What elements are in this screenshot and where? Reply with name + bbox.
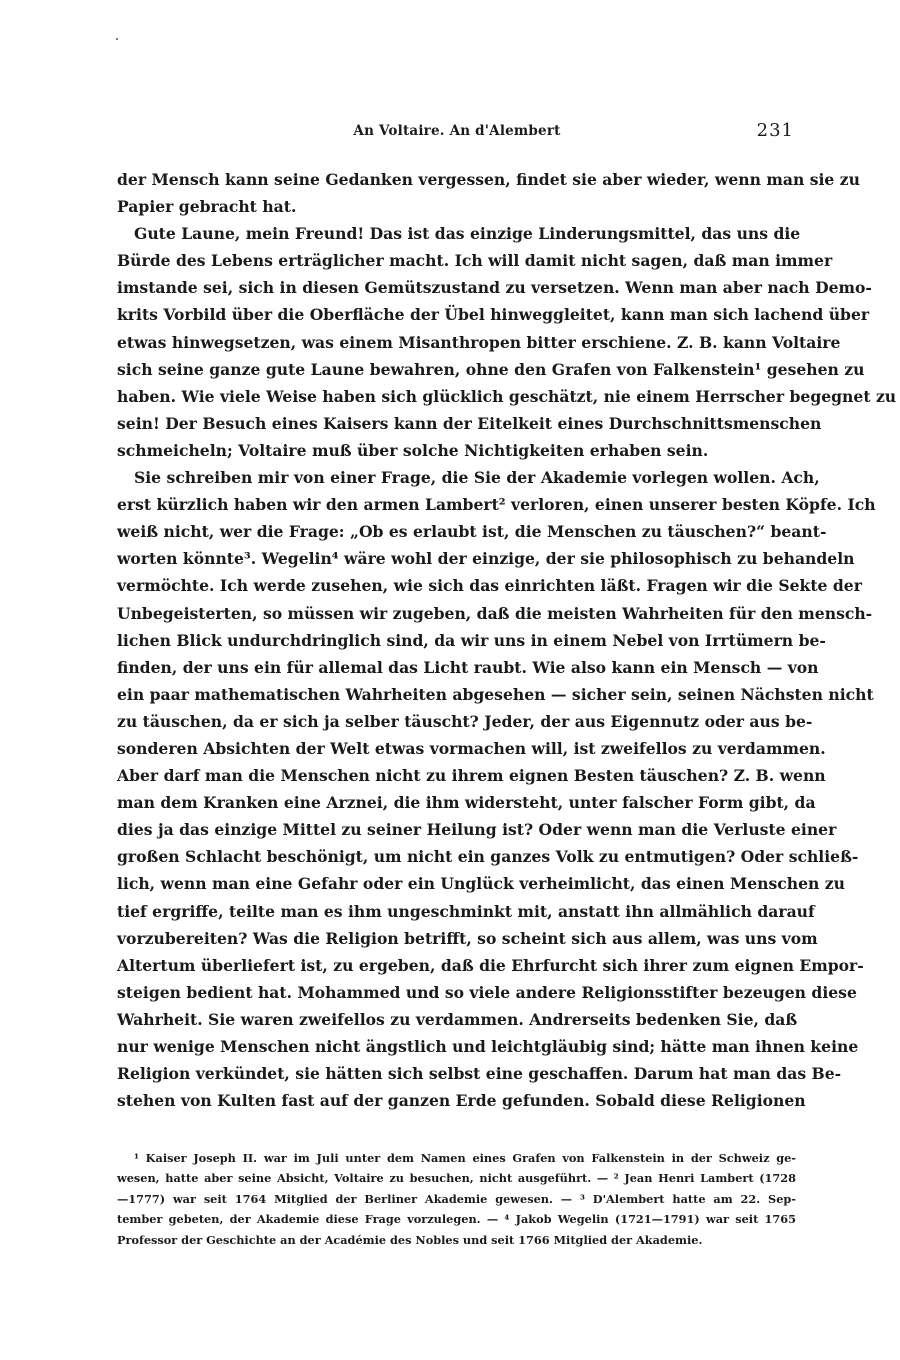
body-line: sein! Der Besuch eines Kaisers kann der Eitelkeit eines Durchschnittsmenschen xyxy=(117,413,822,433)
body-line: worten könnte³. Wegelin⁴ wäre wohl der einzige, der sie philosophisch zu behandeln xyxy=(117,549,855,569)
body-line: vorzubereiten? Was die Religion betrifft, so scheint sich aus allem, was uns vom xyxy=(117,928,818,948)
body-line: tief ergriffe, teilte man es ihm ungeschminkt mit, anstatt ihn allmählich darauf xyxy=(117,901,815,921)
body-line: erst kürzlich haben wir den armen Lambert² verloren, einen unserer besten Köpfe. Ich xyxy=(117,495,876,515)
body-line: Religion verkündet, sie hätten sich selbst eine geschaffen. Darum hat man das Be- xyxy=(117,1064,842,1084)
footnote-line: wesen, hatte aber seine Absicht, Voltaire zu besuchen, nicht ausgeführt. — ² Jean Henri Lambert (1728 xyxy=(117,1171,796,1186)
body-line: schmeicheln; Voltaire muß über solche Nichtigkeiten erhaben sein. xyxy=(117,440,709,460)
footnotes xyxy=(117,1148,796,1250)
body-line: sonderen Absichten der Welt etwas vormachen will, ist zweifellos zu verdammen. xyxy=(117,738,826,758)
body-line: nur wenige Menschen nicht ängstlich und leichtgläubig sind; hätte man ihnen keine xyxy=(117,1037,859,1056)
page-speck xyxy=(116,38,118,40)
running-head xyxy=(117,120,797,142)
footnote-line: —1777) war seit 1764 Mitglied der Berliner Akademie gewesen. — ³ D'Alembert hatte am 22. Sep- xyxy=(117,1191,796,1206)
body-line: lichen Blick undurchdringlich sind, da wir uns in einem Nebel von Irrtümern be- xyxy=(117,630,826,650)
body-line: Sie schreiben mir von einer Frage, die Sie der Akademie vorlegen wollen. Ach, xyxy=(134,468,820,488)
body-line: Gute Laune, mein Freund! Das ist das einzige Linderungsmittel, das uns die xyxy=(134,224,801,244)
body-line: sich seine ganze gute Laune bewahren, ohne den Grafen von Falkenstein¹ gesehen zu xyxy=(117,359,865,379)
body-line: imstande sei, sich in diesen Gemütszustand zu versetzen. Wenn man aber nach Demo- xyxy=(117,278,872,298)
body-line: zu täuschen, da er sich ja selber täuscht? Jeder, der aus Eigennutz oder aus be- xyxy=(117,711,813,731)
body-line: Papier gebracht hat. xyxy=(117,197,297,217)
body-line: lich, wenn man eine Gefahr oder ein Unglück verheimlicht, das einen Menschen zu xyxy=(117,874,845,894)
page-number: 231 xyxy=(756,120,794,141)
footnote-line: Professor der Geschichte an der Académie des Nobles und seit 1766 Mitglied der Akademie. xyxy=(117,1232,703,1247)
footnote-line: ¹ Kaiser Joseph II. war im Juli unter dem Namen eines Grafen von Falkenstein in der Schweiz ge- xyxy=(134,1151,796,1165)
body-line: stehen von Kulten fast auf der ganzen Erde gefunden. Sobald diese Religionen xyxy=(117,1091,806,1111)
body-line: vermöchte. Ich werde zusehen, wie sich das einrichten läßt. Fragen wir die Sekte der xyxy=(117,576,862,596)
body-line: steigen bedient hat. Mohammed und so viele andere Religionsstifter bezeugen diese xyxy=(117,982,857,1002)
body-line: krits Vorbild über die Oberfläche der Übel hinweggleitet, kann man sich lachend über xyxy=(117,305,870,325)
body-line: haben. Wie viele Weise haben sich glücklich geschätzt, nie einem Herrscher begegnet zu xyxy=(117,386,897,406)
body-line: etwas hinwegsetzen, was einem Misanthropen bitter erschiene. Z. B. kann Voltaire xyxy=(117,332,841,352)
body-line: finden, der uns ein für allemal das Licht raubt. Wie also kann ein Mensch — von xyxy=(117,657,819,677)
body-line: großen Schlacht beschönigt, um nicht ein ganzes Volk zu entmutigen? Oder schließ- xyxy=(117,847,859,867)
body-line: Altertum überliefert ist, zu ergeben, daß die Ehrfurcht sich ihrer zum eignen Empor- xyxy=(117,955,864,975)
body-line: weiß nicht, wer die Frage: „Ob es erlaubt ist, die Menschen zu täuschen?“ beant- xyxy=(117,522,827,542)
body-line: Wahrheit. Sie waren zweifellos zu verdammen. Andrerseits bedenken Sie, daß xyxy=(117,1009,798,1029)
body-line: Unbegeisterten, so müssen wir zugeben, daß die meisten Wahrheiten für den mensch- xyxy=(117,603,873,623)
running-title: An Voltaire. An d'Alembert xyxy=(353,123,561,139)
footnote-line: tember gebeten, der Akademie diese Frage vorzulegen. — ⁴ Jakob Wegelin (1721—1791) war seit 1765 xyxy=(117,1212,796,1227)
body-line: ein paar mathematischen Wahrheiten abgesehen — sicher sein, seinen Nächsten nicht xyxy=(117,684,874,704)
body-text xyxy=(117,166,897,1114)
body-line: der Mensch kann seine Gedanken vergessen, findet sie aber wieder, wenn man sie zu xyxy=(117,170,860,189)
body-line: Aber darf man die Menschen nicht zu ihrem eignen Besten täuschen? Z. B. wenn xyxy=(117,766,826,786)
body-line: dies ja das einzige Mittel zu seiner Heilung ist? Oder wenn man die Verluste einer xyxy=(117,820,837,840)
body-line: Bürde des Lebens erträglicher macht. Ich will damit nicht sagen, daß man immer xyxy=(117,251,833,271)
body-line: man dem Kranken eine Arznei, die ihm widersteht, unter falscher Form gibt, da xyxy=(117,793,816,813)
